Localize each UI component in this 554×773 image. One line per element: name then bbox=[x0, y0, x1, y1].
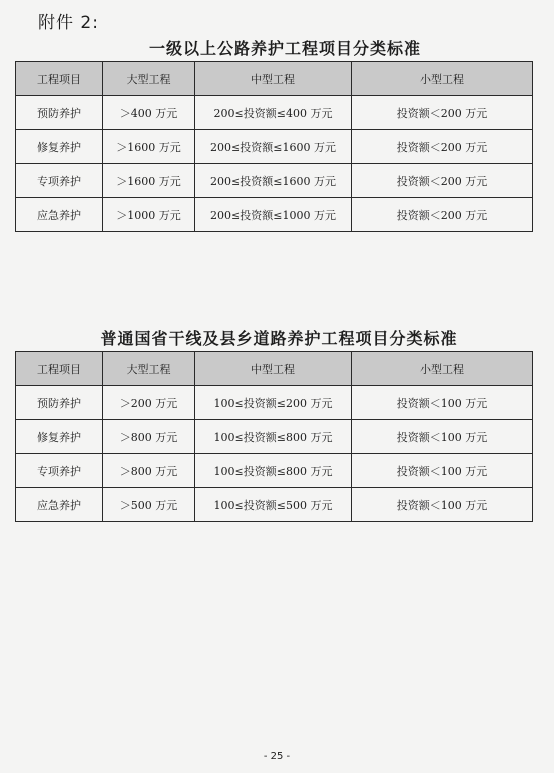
table-row bbox=[16, 488, 533, 522]
header-large: 大型工程 bbox=[103, 352, 195, 386]
cell-project: 修复养护 bbox=[16, 420, 103, 454]
table-2-title: 普通国省干线及县乡道路养护工程项目分类标准 bbox=[100, 329, 458, 348]
cell-project: 专项养护 bbox=[16, 164, 103, 198]
cell-project: 应急养护 bbox=[16, 488, 103, 522]
table-row bbox=[16, 130, 533, 164]
header-project: 工程项目 bbox=[16, 62, 103, 96]
table-header-row bbox=[16, 352, 533, 386]
table-row bbox=[16, 164, 533, 198]
header-small: 小型工程 bbox=[352, 352, 533, 386]
cell-medium: 100≤投资额≤200 万元 bbox=[195, 386, 352, 420]
cell-medium: 200≤投资额≤1000 万元 bbox=[195, 198, 352, 232]
table-row bbox=[16, 386, 533, 420]
cell-medium: 100≤投资额≤800 万元 bbox=[195, 454, 352, 488]
cell-large: ＞1600 万元 bbox=[103, 130, 195, 164]
cell-medium: 100≤投资额≤500 万元 bbox=[195, 488, 352, 522]
highway-maintenance-table bbox=[15, 61, 533, 232]
cell-small: 投资额＜100 万元 bbox=[352, 454, 533, 488]
cell-medium: 200≤投资额≤1600 万元 bbox=[195, 130, 352, 164]
cell-small: 投资额＜100 万元 bbox=[352, 420, 533, 454]
cell-small: 投资额＜200 万元 bbox=[352, 198, 533, 232]
table-row bbox=[16, 96, 533, 130]
cell-large: ＞1600 万元 bbox=[103, 164, 195, 198]
trunk-county-road-maintenance-table bbox=[15, 351, 533, 522]
cell-large: ＞800 万元 bbox=[103, 420, 195, 454]
header-large: 大型工程 bbox=[103, 62, 195, 96]
table-row bbox=[16, 420, 533, 454]
cell-small: 投资额＜100 万元 bbox=[352, 488, 533, 522]
cell-project: 预防养护 bbox=[16, 386, 103, 420]
table-row bbox=[16, 454, 533, 488]
cell-large: ＞500 万元 bbox=[103, 488, 195, 522]
cell-project: 预防养护 bbox=[16, 96, 103, 130]
cell-project: 专项养护 bbox=[16, 454, 103, 488]
cell-small: 投资额＜200 万元 bbox=[352, 96, 533, 130]
cell-large: ＞200 万元 bbox=[103, 386, 195, 420]
table-row bbox=[16, 198, 533, 232]
cell-medium: 200≤投资额≤400 万元 bbox=[195, 96, 352, 130]
cell-large: ＞800 万元 bbox=[103, 454, 195, 488]
cell-small: 投资额＜200 万元 bbox=[352, 164, 533, 198]
attachment-label: 附件 2: bbox=[38, 13, 99, 33]
header-medium: 中型工程 bbox=[195, 62, 352, 96]
cell-small: 投资额＜200 万元 bbox=[352, 130, 533, 164]
header-small: 小型工程 bbox=[352, 62, 533, 96]
table-header-row bbox=[16, 62, 533, 96]
header-project: 工程项目 bbox=[16, 352, 103, 386]
cell-project: 应急养护 bbox=[16, 198, 103, 232]
cell-large: ＞1000 万元 bbox=[103, 198, 195, 232]
table-1-title: 一级以上公路养护工程项目分类标准 bbox=[148, 39, 421, 58]
cell-large: ＞400 万元 bbox=[103, 96, 195, 130]
cell-medium: 100≤投资额≤800 万元 bbox=[195, 420, 352, 454]
header-medium: 中型工程 bbox=[195, 352, 352, 386]
cell-medium: 200≤投资额≤1600 万元 bbox=[195, 164, 352, 198]
cell-project: 修复养护 bbox=[16, 130, 103, 164]
page-number: - 25 - bbox=[263, 751, 291, 762]
cell-small: 投资额＜100 万元 bbox=[352, 386, 533, 420]
